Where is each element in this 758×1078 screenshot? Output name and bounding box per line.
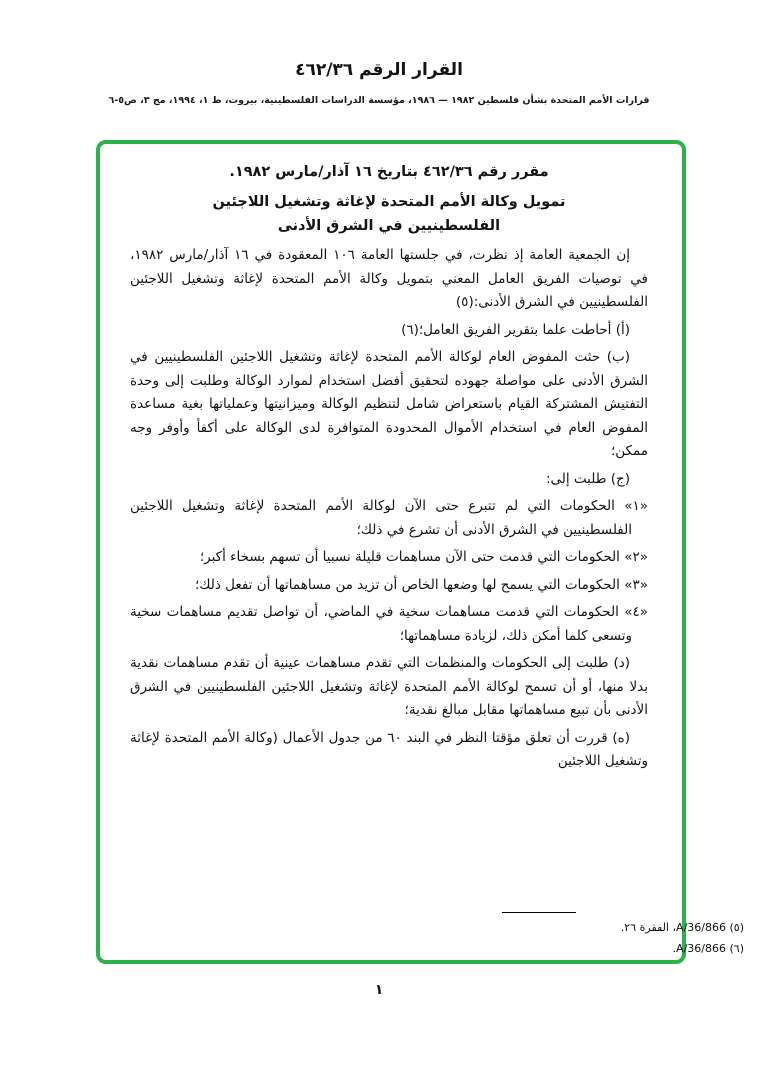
decision-heading: مقرر رقم ٤٦٢/٣٦ بتاريخ ١٦ آذار/مارس ١٩٨٢. [229, 164, 549, 180]
resolution-number-title: القرار الرقم ٤٦٢/٣٦ [295, 60, 463, 80]
resolution-title-line-1: تمويل وكالة الأمم المتحدة لإغاثة وتشغيل اللاجئين [212, 194, 566, 210]
footnote-5: (٥) A/36/866، الفقرة ٢٦. [620, 921, 744, 934]
footnote-6: (٦) A/36/866. [672, 942, 744, 955]
resolution-title-line-2: الفلسطينيين في الشرق الأدنى [277, 218, 501, 234]
paragraph-e: (ه) قررت أن تعلق مؤقتا النظر في البند ٦٠ من جدول الأعمال (وكالة الأمم المتحدة لإغاثة وتشغيل اللاجئين [130, 729, 648, 769]
highlight-box [96, 140, 686, 964]
resolution-body [100, 144, 682, 960]
footnote-separator [502, 912, 576, 913]
page-number: ١ [374, 982, 384, 998]
subitem-2: «٢» الحكومات التي قدمت حتى الآن مساهمات قليلة نسبيا أن تسهم بسخاء أكبر؛ [199, 549, 648, 565]
source-citation-line: قرارات الأمم المتحدة بشأن فلسطين ١٩٨٢ — ١٩٨٦، مؤسسة الدراسات الفلسطينية، بيروت، ط ١، ١٩٩٤، مج ٣، ص٥-٦ [108, 95, 650, 106]
paragraph-d: (د) طلبت إلى الحكومات والمنظمات التي تقدم مساهمات عينية أن تقدم مساهمات نقدية بدلا منها، أو أن تسمح لوكالة الأمم المتحدة لإغاثة وتشغيل اللاجئين الفلسطينيين في الشرق الأدنى بأن تبيع مساهماتها مقابل مبالغ نقدية؛ [130, 655, 648, 718]
subitem-4: «٤» الحكومات التي قدمت مساهمات سخية في الماضي، أن تواصل تقديم مساهمات سخية وتسعى كلما أمكن ذلك، لزيادة مساهماتها؛ [130, 604, 648, 644]
resolution-text [130, 244, 648, 774]
paragraph-b: (ب) حثت المفوض العام لوكالة الأمم المتحدة لإغاثة وتشغيل اللاجئين الفلسطينيين في الشرق الأدنى على مواصلة جهوده لتحقيق أفضل استخدام لموارد الوكالة وطلبت إلى وحدة التفتيش المشتركة القيام باستعراض شامل لتنظيم الوكالة وميزانيتها وعملياتها بغية مساعدة المفوض العام في استخدام الأموال المحدودة المتوافرة لدى الوكالة على أكفأ وأوفر وجه ممكن؛ [130, 349, 648, 459]
subitem-3: «٣» الحكومات التي يسمح لها وضعها الخاص أن تزيد من مساهماتها أن تفعل ذلك؛ [195, 576, 648, 593]
subitem-1: «١» الحكومات التي لم تتبرع حتى الآن لوكالة الأمم المتحدة لإغاثة وتشغيل اللاجئين الفلسطينيين في الشرق الأدنى أن تشرع في ذلك؛ [130, 498, 648, 538]
paragraph-c: (ج) طلبت إلى: [545, 470, 630, 487]
paragraph-a: (أ) أحاطت علما بتقرير الفريق العامل؛(٦) [401, 321, 630, 338]
footnotes-block [512, 917, 744, 959]
intro-paragraph: إن الجمعية العامة إذ نظرت، في جلستها العامة ١٠٦ المعقودة في ١٦ آذار/مارس ١٩٨٢، في توصيات الفريق العامل المعني بتمويل وكالة الأمم المتحدة لإغاثة وتشغيل اللاجئين الفلسطينيين في الشرق الأدنى:(٥) [130, 247, 648, 310]
